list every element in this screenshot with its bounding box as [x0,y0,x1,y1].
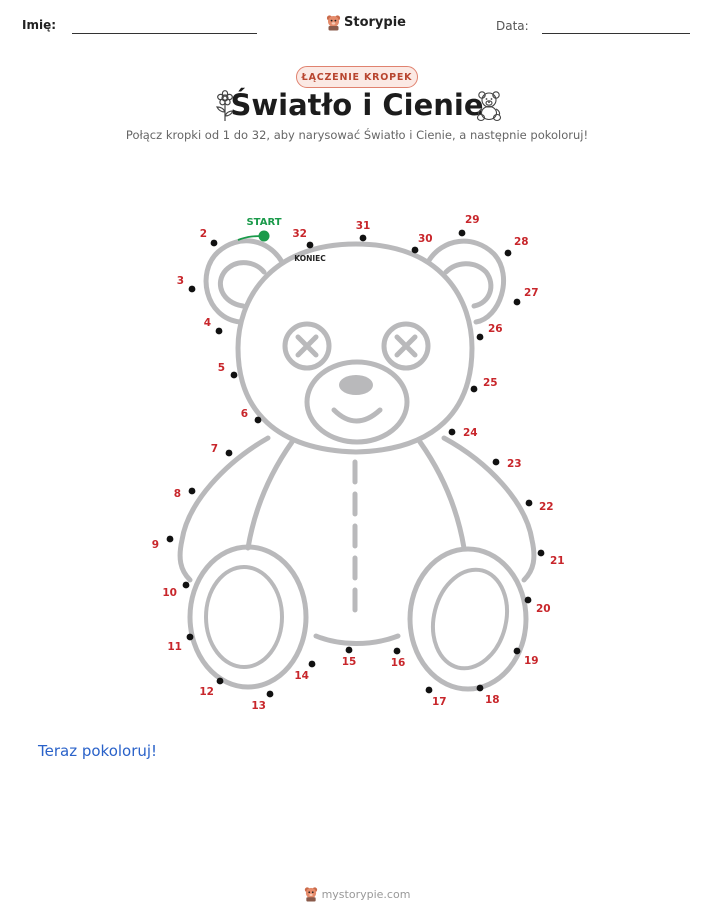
color-prompt: Teraz pokoloruj! [38,742,158,760]
dot-label-15: 15 [341,656,357,668]
dot-17[interactable] [426,687,433,694]
dot-9[interactable] [167,536,174,543]
dot-label-14: 14 [294,670,309,682]
dot-label-27: 27 [524,287,539,299]
dot-27[interactable] [514,299,521,306]
page-title: Światło i Cienie [230,88,484,122]
dot-15[interactable] [346,647,353,654]
dot-25[interactable] [471,386,478,393]
dot-label-12: 12 [199,686,214,698]
footer-url: mystorypie.com [321,887,411,901]
dot-label-28: 28 [514,236,529,248]
dot-8[interactable] [189,488,196,495]
dot-23[interactable] [493,459,500,466]
bear-nose [339,375,373,395]
dot-4[interactable] [216,328,223,335]
dot-18[interactable] [477,685,484,692]
dot-label-16: 16 [390,657,406,669]
dot-13[interactable] [267,691,274,698]
dot-22[interactable] [526,500,533,507]
end-label: KONIEC [294,254,326,263]
dot-label-25: 25 [483,377,498,389]
dot-label-4: 4 [203,317,211,329]
dot-14[interactable] [309,661,316,668]
dot-label-7: 7 [210,443,218,455]
dot-label-26: 26 [488,323,503,335]
dot-19[interactable] [514,648,521,655]
dot-5[interactable] [231,372,238,379]
brand-name: Storypie [344,15,406,30]
dot-label-9: 9 [151,539,159,551]
dot-label-30: 30 [418,233,433,245]
dot-label-19: 19 [524,655,539,667]
dot-3[interactable] [189,286,196,293]
dot-11[interactable] [187,634,194,641]
instructions: Połącz kropki od 1 do 32, aby narysować Światło i Cienie, a następnie pokoloruj! [125,128,589,142]
bear-foot-pads [206,562,517,676]
start-label: START [246,217,282,228]
dot-label-6: 6 [240,408,248,420]
dot-30[interactable] [412,247,419,254]
name-label: Imię: [22,18,57,32]
dot-31[interactable] [360,235,367,242]
dot-label-5: 5 [217,362,225,374]
dot-2[interactable] [211,240,218,247]
dot-29[interactable] [459,230,466,237]
dot-32[interactable] [307,242,314,249]
dot-1[interactable] [259,231,270,242]
dot-16[interactable] [394,648,401,655]
dot-label-32: 32 [292,228,307,240]
dot-26[interactable] [477,334,484,341]
dot-label-23: 23 [507,458,522,470]
dot-21[interactable] [538,550,545,557]
bear-logo-icon [304,886,318,902]
dot-label-13: 13 [251,700,266,712]
dot-label-8: 8 [173,488,181,500]
dot-label-29: 29 [465,214,480,226]
dot-20[interactable] [525,597,532,604]
dot-label-3: 3 [176,275,184,287]
dot-6[interactable] [255,417,262,424]
dot-28[interactable] [505,250,512,257]
dot-label-10: 10 [162,587,177,599]
dot-label-22: 22 [539,501,554,513]
dot-label-21: 21 [550,555,565,567]
dot-label-24: 24 [463,427,478,439]
dot-7[interactable] [226,450,233,457]
dot-label-20: 20 [536,603,551,615]
dot-24[interactable] [449,429,456,436]
bear-outline-drawing [180,241,534,689]
dot-12[interactable] [217,678,224,685]
dot-10[interactable] [183,582,190,589]
dot-label-2: 2 [199,228,207,240]
dot-label-18: 18 [485,694,500,706]
footer [0,886,714,902]
dot-label-11: 11 [167,641,182,653]
date-label: Data: [496,19,529,33]
dot-label-17: 17 [432,696,447,708]
dot-label-31: 31 [355,220,371,232]
activity-badge: ŁĄCZENIE KROPEK [296,66,418,88]
